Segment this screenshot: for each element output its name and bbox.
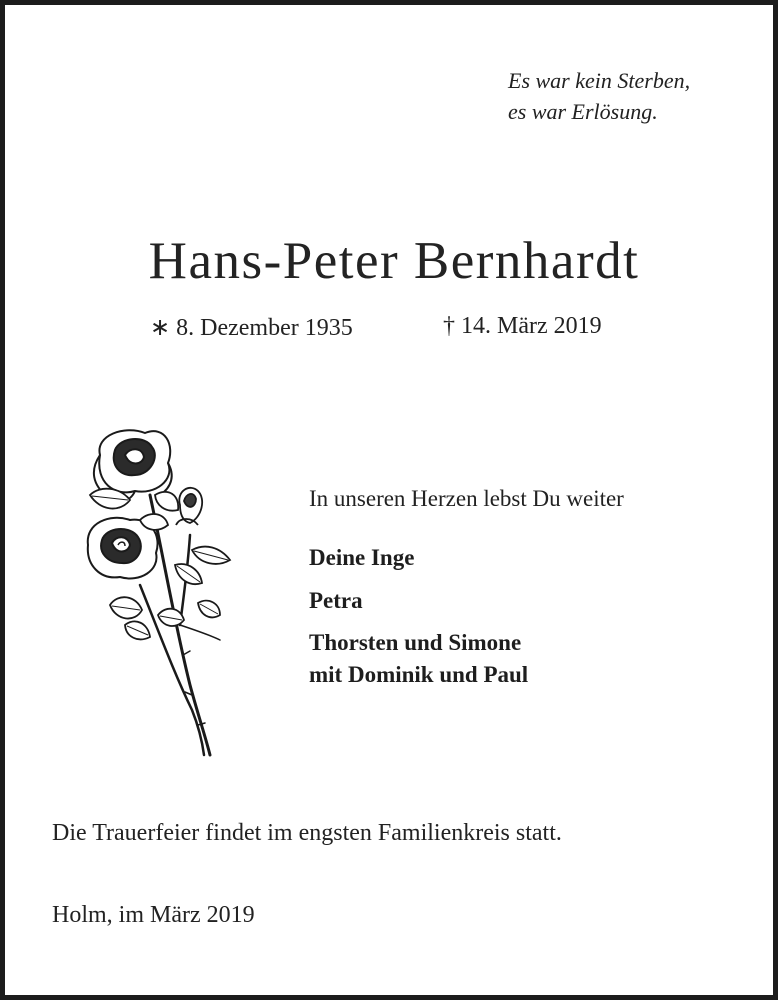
death-date: † 14. März 2019	[443, 313, 602, 339]
mourner-line: Petra	[309, 588, 363, 613]
mourner-line: Deine Inge	[309, 545, 415, 570]
motto-line-2: es war Erlösung.	[508, 99, 658, 124]
mourner-line: mit Dominik und Paul	[309, 662, 529, 687]
place-and-date: Holm, im März 2019	[52, 902, 255, 928]
family-tagline: In unseren Herzen lebst Du weiter	[309, 486, 624, 511]
mourner-line: Thorsten und Simone	[309, 630, 522, 655]
rose-icon	[80, 425, 250, 760]
funeral-notice: Die Trauerfeier findet im engsten Familienkreis statt.	[52, 820, 562, 846]
motto-line-1: Es war kein Sterben,	[508, 68, 691, 93]
birth-date: ∗ 8. Dezember 1935	[150, 315, 353, 341]
motto-quote	[508, 65, 748, 127]
deceased-name: Hans-Peter Bernhardt	[148, 232, 640, 290]
